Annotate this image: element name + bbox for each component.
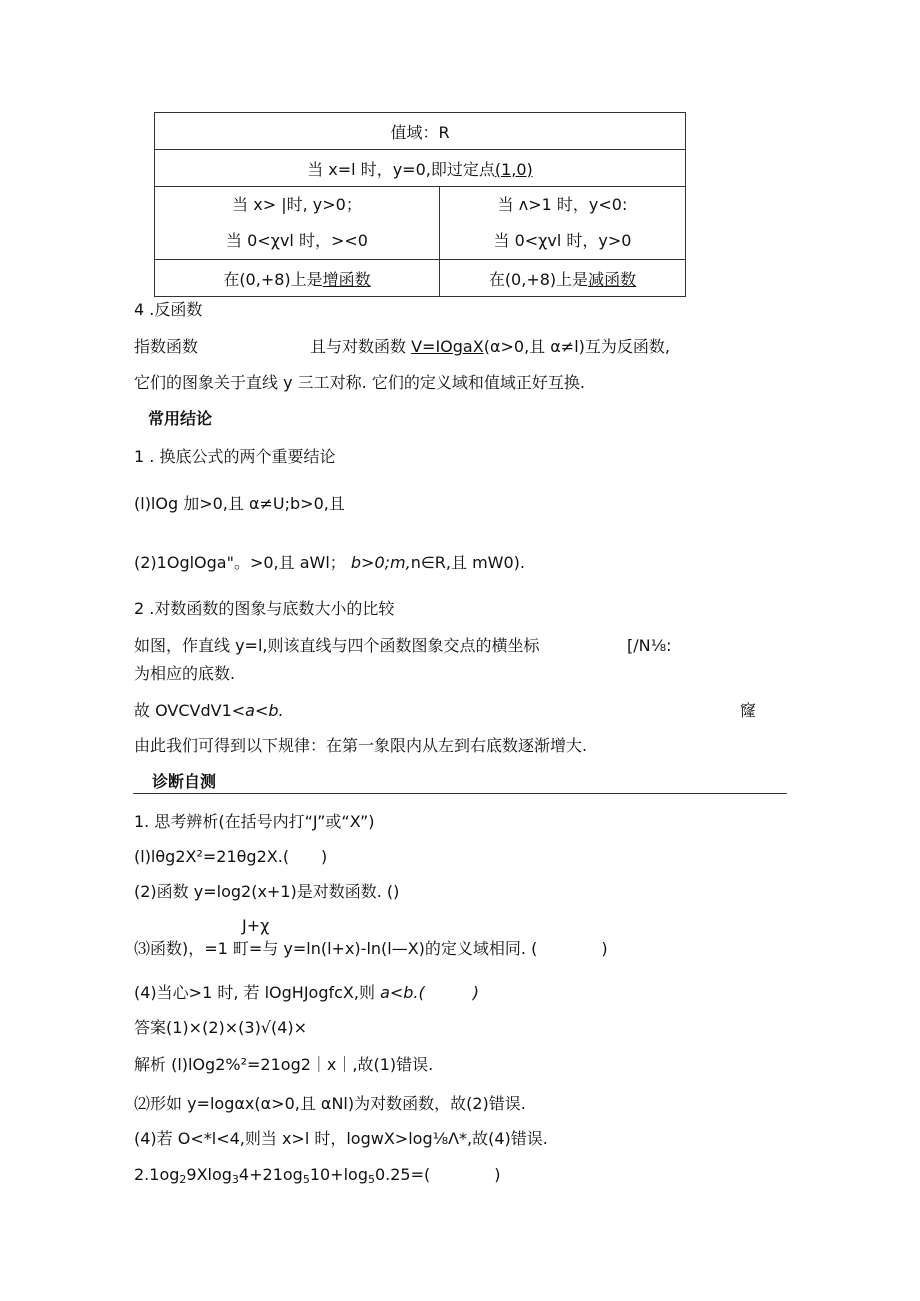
conclusion-2-heading: 2 .对数函数的图象与底数大小的比较 — [134, 599, 395, 618]
conclusion-1-heading: 1 . 换底公式的两个重要结论 — [134, 447, 336, 466]
analysis-line-4: (4)若 O<*l<4,则当 x>l 时，logwX>log⅛Λ*,故(4)错误. — [134, 1129, 548, 1148]
inverse-line-1-d: (α>0,且 α≠l)互为反函数, — [483, 337, 670, 356]
q2-part-d: 10+log — [309, 1165, 368, 1184]
inverse-line-1-a: 指数函数 — [134, 337, 199, 356]
right-mono-prefix: 在(0,+8)上是 — [488, 269, 589, 289]
q2-sub-4: 5 — [367, 1173, 375, 1186]
q2-part-e: 0.25=( ) — [374, 1165, 501, 1184]
range-cell — [155, 113, 686, 150]
common-conclusions-heading: 常用结论 — [148, 409, 213, 428]
right-mono-value: 减函数 — [588, 269, 637, 289]
question-1-item-2: (2)函数 y=log2(x+1)是对数函数. () — [134, 882, 400, 901]
range-text: 值域：R — [390, 122, 450, 142]
right-condition-2: 当 0<χvl 时，y>0 — [493, 231, 632, 250]
q2-sub-2: 3 — [231, 1173, 239, 1186]
q2-sub-3: 5 — [302, 1173, 310, 1186]
q2-sub-1: 2 — [179, 1173, 187, 1186]
line-3-a: 故 OVCVdV1< — [134, 701, 246, 720]
decreasing-monotonicity-cell — [440, 260, 686, 297]
increasing-monotonicity-cell — [155, 260, 440, 297]
inverse-line-2: 它们的图象关于直线 y 三工对称. 它们的定义域和值域正好互换. — [134, 373, 585, 392]
formula-2-a: (2)1OglOga"。>0,且 aWl； — [134, 553, 346, 572]
decreasing-case-cell — [440, 187, 686, 260]
analysis-line-2: ⑵形如 y=logαx(α>0,且 αNl)为对数函数，故(2)错误. — [134, 1094, 526, 1113]
fixed-point-cell — [155, 150, 686, 187]
q2-part-c: 4+21og — [238, 1165, 303, 1184]
item-4-b: a<b.( ) — [380, 983, 480, 1002]
q2-part-b: 9Xlog — [186, 1165, 232, 1184]
question-1-item-4 — [134, 983, 479, 1003]
figure-artifact-glyph: 窿 — [740, 701, 757, 720]
question-2 — [134, 1165, 501, 1190]
item-4-a: (4)当心>1 时, 若 lOgHJogfcX,则 — [134, 983, 375, 1002]
right-condition-1: 当 ʌ>1 时，y<0: — [497, 195, 628, 214]
left-condition-2: 当 0<χvl 时，><0 — [226, 231, 368, 250]
section-4-heading: 4 .反函数 — [134, 300, 203, 319]
log-properties-table — [154, 112, 686, 297]
conclusion-1-formula-2 — [134, 553, 525, 573]
inverse-line-1-b: 且与对数函数 — [310, 337, 407, 356]
fixed-point-value: (1,0) — [494, 159, 533, 179]
q2-part-a: 2.1og — [134, 1165, 180, 1184]
line-3-b: a<b. — [245, 701, 284, 720]
section-divider — [133, 793, 787, 794]
question-1-item-1: (l)lθg2X²=21θg2X.( ) — [134, 847, 328, 866]
left-condition-1: 当 x> |时, y>0； — [232, 195, 362, 214]
fixed-point-text: 当 x=l 时，y=0,即过定点 — [307, 159, 495, 179]
inverse-line-1-rest — [310, 337, 670, 357]
inverse-line-1-function: V=IOgaX — [411, 337, 484, 356]
question-1-item-3-fraction-top: J+χ — [242, 916, 270, 935]
increasing-case-cell — [155, 187, 440, 260]
conclusion-2-line-1: 如图，作直线 y=l,则该直线与四个函数图象交点的横坐标 — [134, 636, 540, 655]
diagnosis-heading: 诊断自测 — [152, 772, 217, 791]
left-mono-prefix: 在(0,+8)上是 — [223, 269, 323, 289]
question-1-item-3: ⑶函数)，=1 町=与 y=ln(l+x)-ln(l—X)的定义域相同. ( ) — [134, 939, 608, 958]
formula-2-b: b>0;m, — [350, 553, 411, 572]
analysis-line-1: 解析 (l)lOg2%²=21og2｜x｜,故(1)错误. — [134, 1055, 434, 1074]
conclusion-2-line-3 — [134, 701, 284, 721]
conclusion-2-line-2: 为相应的底数. — [134, 664, 236, 683]
formula-2-c: n∈R,且 mW0). — [410, 553, 525, 572]
left-mono-value: 增函数 — [322, 269, 371, 289]
conclusion-2-line-4: 由此我们可得到以下规律：在第一象限内从左到右底数逐渐增大. — [134, 736, 588, 755]
question-1-heading: 1. 思考辨析(在括号内打“J”或“X”) — [134, 812, 375, 831]
conclusion-1-formula-1: (l)lOg 加>0,且 α≠U;b>0,且 — [134, 494, 345, 513]
figure-artifact-text: [∕N⅛: — [627, 636, 672, 655]
answer-line: 答案(1)×(2)×(3)√(4)× — [134, 1018, 308, 1037]
